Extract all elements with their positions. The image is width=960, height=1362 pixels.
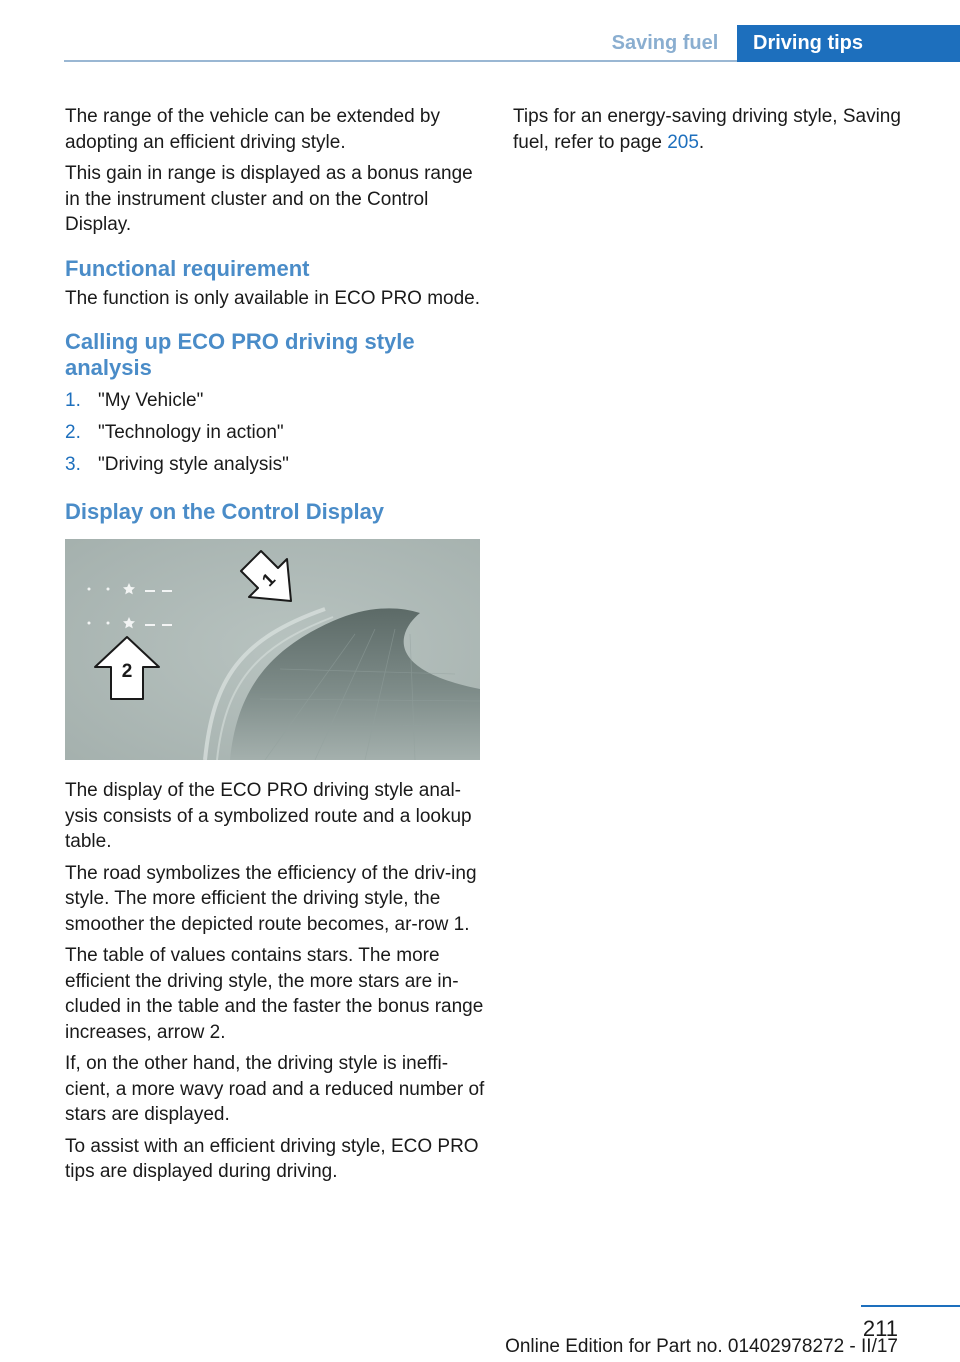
tips-paragraph	[513, 104, 933, 155]
list-item	[65, 385, 485, 417]
display-paragraph-2: The road symbolizes the efficiency of the driv‐ing style. The more efficient the driving style, the smoother the depicted route becomes, ar‐row 1.	[65, 862, 477, 935]
intro-paragraph-2: This gain in range is displayed as a bonus range in the instrument cluster and on the Control Display.	[65, 163, 473, 235]
arrow-1-label: 1	[257, 568, 280, 591]
list-item	[65, 449, 485, 481]
list-item	[65, 417, 485, 449]
display-paragraph-5: To assist with an efficient driving style, ECO PRO tips are displayed during driving.	[65, 1135, 479, 1182]
edition-text: Online Edition for Part no. 01402978272 - II/17	[505, 1336, 898, 1357]
step-number: 1.	[65, 390, 81, 411]
tab-saving-fuel[interactable]: Saving fuel	[611, 32, 719, 54]
tips-end: .	[698, 131, 705, 153]
page-reference-link[interactable]: 205	[667, 131, 699, 153]
heading-display: Display on the Control Display	[65, 499, 385, 524]
heading-functional-requirement: Functional requirement	[65, 255, 310, 281]
display-paragraph-1: The display of the ECO PRO driving style anal‐ysis consists of a symbolized route and a lookup table.	[65, 780, 472, 852]
display-paragraph-4: If, on the other hand, the driving style is ineffi‐cient, a more wavy road and a reduced number of stars are displayed.	[65, 1053, 485, 1125]
eco-pro-display-figure	[65, 539, 480, 760]
step-number: 3.	[65, 454, 81, 475]
footer-rule	[861, 1305, 960, 1307]
arrow-2-label: 2	[121, 661, 133, 682]
page-number: 211	[862, 1316, 898, 1341]
step-number: 2.	[65, 422, 81, 443]
display-paragraph-3: The table of values contains stars. The more efficient the driving style, the more stars are in‐cluded in the table and the faster the bonus range increases, arrow 2.	[65, 945, 484, 1043]
right-column	[513, 104, 933, 161]
intro-paragraph-1: The range of the vehicle can be extended by adopting an efficient driving style.	[65, 106, 440, 153]
heading-calling-up: Calling up ECO PRO driving style analysis	[65, 329, 415, 380]
step-text: "My Vehicle"	[98, 390, 204, 411]
tab-driving-tips[interactable]: Driving tips	[737, 25, 960, 62]
tips-text: Tips for an energy-saving driving style, Saving fuel, refer to page	[513, 106, 901, 153]
steps-list	[65, 385, 485, 481]
step-text: "Technology in action"	[98, 422, 284, 443]
left-column	[65, 104, 485, 1191]
functional-text: The function is only available in ECO PRO mode.	[65, 287, 481, 309]
step-text: "Driving style analysis"	[98, 454, 289, 475]
